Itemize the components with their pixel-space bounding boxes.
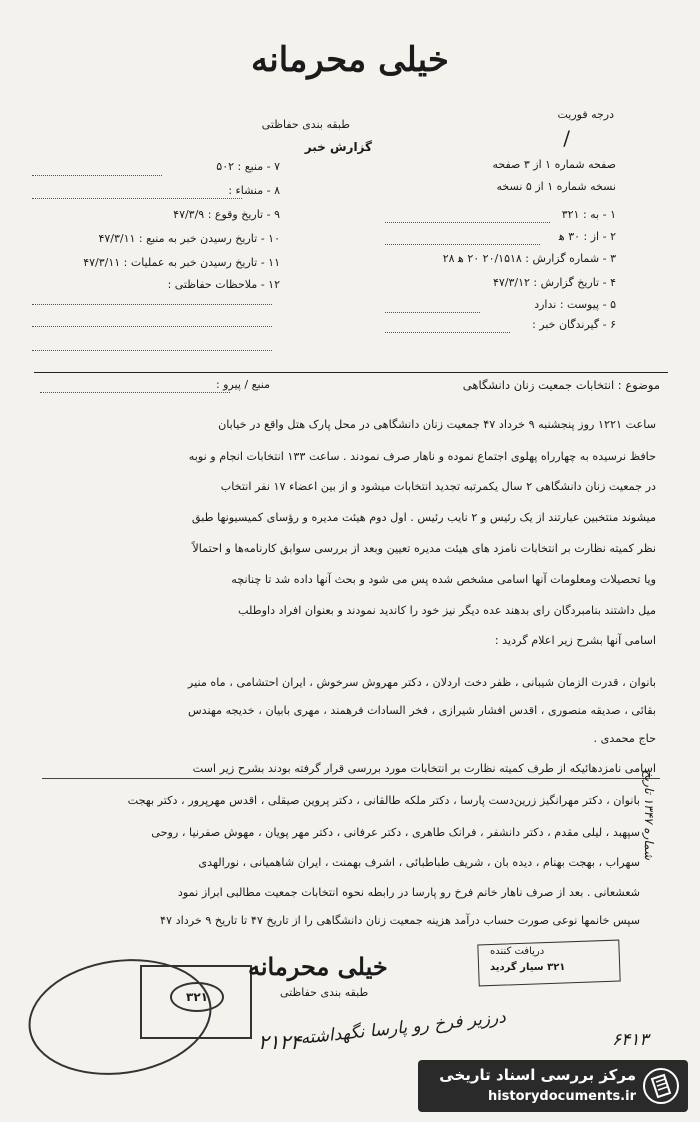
document-archive-icon	[642, 1067, 680, 1105]
recipients-field: ۶ - گیرندگان خبر :	[532, 318, 616, 331]
source-dotline	[32, 175, 162, 176]
body-line-17: سپس خانمها نوعی صورت حساب درآمد هزینه جمعیت زنان دانشگاهی را از تاریخ ۴۷ تا تاریخ ۹ خرداد ۴۷	[160, 914, 640, 927]
subject-line: موضوع : انتخابات جمعیت زنان دانشگاهی	[462, 378, 660, 392]
signature: درزیر فرخ رو پارسا نگهداشته	[299, 1007, 507, 1049]
body-line-9: بانوان ، قدرت الزمان شیبانی ، ظفر دخت اردلان ، دکتر مهروش سرخوش ، ایران احتشامی ، ماه منیر	[187, 676, 656, 689]
margin-note: شماره ۱۳۴۷ تاریخ	[642, 770, 656, 861]
attachment-field: ۵ - پیوست : ندارد	[534, 298, 616, 311]
watermark-logo	[418, 1060, 688, 1112]
received-source-date-field: ۱۰ - تاریخ رسیدن خبر به منبع : ۴۷/۳/۱۱	[98, 232, 280, 245]
body-line-11: حاج محمدی .	[593, 732, 656, 745]
received-ops-date-field: ۱۱ - تاریخ رسیدن خبر به عملیات : ۴۷/۳/۱۱	[83, 256, 280, 269]
body-line-13: بانوان ، دکتر مهرانگیز زرین‌دست پارسا ، دکتر ملکه طالقانی ، دکتر پروین صیقلی ، اقدس مهرپرور ، دکتر بهجت	[127, 794, 640, 807]
source-field: ۷ - منبع : ۵۰۲	[216, 160, 280, 173]
subject-ref: منبع / پیرو :	[215, 378, 270, 391]
attachment-dotline	[385, 312, 480, 313]
priority-mark: /	[563, 126, 570, 150]
body-line-6: ویا تحصیلات ومعلومات آنها اسامی مشخص شده پس می شود و بحث آنها داده شد تا چنانچه	[231, 573, 656, 586]
body-line-4: میشوند منتخبین عبارتند از یک رئیس و ۲ نایب رئیس . اول دوم هیئت مدیره و رؤسای کمیسیونها طبق	[191, 511, 656, 524]
body-line-16: شعشعانی . بعد از صرف ناهار خانم فرخ رو پارسا در رابطه نحوه انتخابات جمعیت مطالبی ابراز نمود	[177, 886, 640, 899]
notes-dotline-1	[32, 304, 272, 305]
report-date-field: ۴ - تاریخ گزارش : ۴۷/۳/۱۲	[492, 276, 616, 289]
priority-label: درجه فوریت	[557, 108, 614, 121]
body-line-7: میل داشتند بنامبردگان رای بدهند عده دیگر نیز خود را کاندید نمودند و بعنوان افراد داوطلب	[238, 604, 656, 617]
stamp-title: خیلی محرمانه	[248, 952, 388, 981]
recipients-dotline	[385, 332, 510, 333]
report-number-field: ۳ - شماره گزارش : ۲۰/۱۵۱۸ ۲۰ ه‍ ۲۸	[442, 252, 616, 265]
from-field: ۲ - از : ۳۰ ه‍	[558, 230, 616, 243]
page-number-field: صفحه شماره ۱ از ۳ صفحه	[492, 158, 616, 171]
body-line-15: سهراب ، بهجت بهنام ، دیده بان ، شریف طباطبائی ، اشرف بهمنت ، ایران شاهمیانی ، نورالهدی	[198, 856, 640, 869]
body-line-12: اسامی نامزدهائیکه از طرف کمیته نظارت بر انتخابات مورد بررسی قرار گرفته بودند بشرح زیر است	[192, 762, 656, 775]
corner-number: ۶۴۱۳	[612, 1030, 649, 1050]
report-label: گزارش خبر	[304, 140, 372, 154]
body-line-3: در جمعیت زنان دانشگاهی ۲ سال یکمرتبه تجدید انتخابات میشود و از بین اعضاء ۱۷ نفر انتخاب	[220, 480, 656, 493]
document-title: خیلی محرمانه	[251, 40, 449, 80]
to-field: ۱ - به : ۳۲۱	[561, 208, 616, 221]
origin-field: ۸ - منشاء :	[228, 184, 280, 197]
event-date-field: ۹ - تاریخ وقوع : ۴۷/۳/۹	[173, 208, 280, 221]
copy-number-field: نسخه شماره ۱ از ۵ نسخه	[496, 180, 616, 193]
watermark-title: مرکز بررسی اسناد تاریخی	[439, 1066, 636, 1084]
underline-nominees	[42, 778, 660, 779]
notes-field: ۱۲ - ملاحظات حفاظتی :	[167, 278, 280, 291]
origin-dotline	[32, 198, 242, 199]
signature-number: ۲۱۲۴	[258, 1030, 301, 1054]
stamp-number: ۳۲۱	[170, 982, 224, 1012]
body-line-14: سپهبد ، لیلی مقدم ، دکتر دانشفر ، فرانک طاهری ، دکتر عرفانی ، دکتر مهر پویان ، مهوش صفرنیا ، روحی	[151, 826, 640, 839]
to-dotline	[385, 222, 550, 223]
body-line-8: اسامی آنها بشرح زیر اعلام گردید :	[494, 634, 656, 647]
header-separator	[34, 372, 668, 373]
received-box-line2: ۳۲۱ سیار گردید	[490, 962, 566, 973]
body-line-10: بقائی ، صدیقه منصوری ، اقدس افشار شیرازی ، فخر السادات فرهمند ، مهری بابیان ، خدیجه مهندس	[187, 704, 656, 717]
from-dotline	[385, 244, 540, 245]
watermark-url: historydocuments.ir	[487, 1089, 636, 1104]
body-line-1: ساعت ۱۲۲۱ روز پنجشنبه ۹ خرداد ۴۷ جمعیت زنان دانشگاهی در محل پارک هتل واقع در خیابان	[218, 418, 656, 431]
subject-ref-dotline	[40, 392, 230, 393]
received-box-line1: دریافت کننده	[490, 946, 545, 957]
body-line-5: نظر کمیته نظارت بر انتخابات نامزد های هیئت مدیره تعیین وبعد از بررسی سوابق کارنامه‌ها و احتمالاً	[192, 542, 656, 555]
body-line-2: حافظ نرسیده به چهارراه پهلوی اجتماع نموده و ناهار صرف نمودند . ساعت ۱۳۳ انتخابات انجام و نوبه	[188, 450, 656, 463]
notes-dotline-3	[32, 350, 272, 351]
stamp-subtitle: طبقه بندی حفاظتی	[280, 986, 369, 999]
classification-label: طبقه بندی حفاظتی	[261, 118, 350, 131]
notes-dotline-2	[32, 326, 272, 327]
